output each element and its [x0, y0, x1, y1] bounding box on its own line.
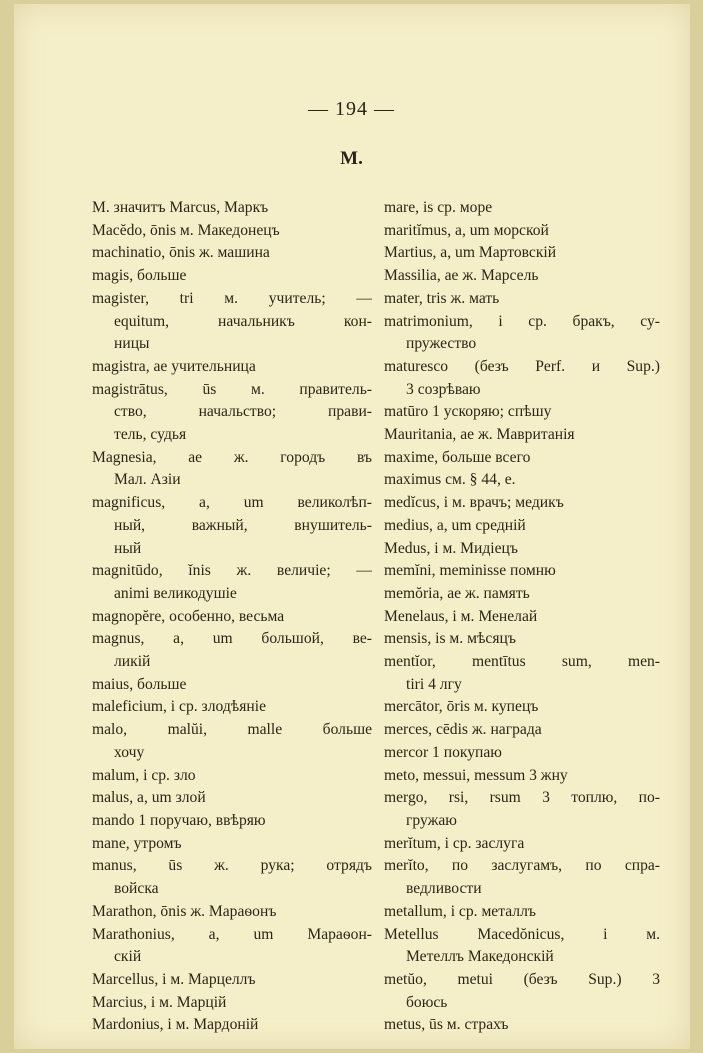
- entry-headline: mare, is ср. море: [384, 199, 493, 216]
- dictionary-entry: [384, 197, 660, 220]
- entry-headline: maritĭmus, a, um морской: [384, 221, 549, 239]
- entry-headline: metŭo, metui (безъ Sup.) 3: [384, 970, 660, 988]
- dictionary-entry: [92, 288, 372, 356]
- entry-continuation: 3 созрѣваю: [406, 380, 481, 398]
- entry-continuation: Мал. Азіи: [114, 471, 181, 489]
- entry-headline: maturesco (безъ Perf. и Sup.): [384, 357, 660, 375]
- dictionary-entry: [384, 924, 660, 969]
- dictionary-entry: [92, 197, 372, 220]
- dictionary-entry: [92, 787, 372, 810]
- entry-continuation: скій: [114, 948, 142, 966]
- dictionary-entry: [384, 220, 660, 243]
- entry-headline: magister, tri м. учитель; —: [92, 289, 372, 307]
- right-column: [384, 197, 660, 1037]
- entry-continuation: ный, важный, внушитель-: [114, 516, 372, 534]
- dictionary-entry: [92, 810, 372, 833]
- dictionary-entry: [384, 696, 660, 719]
- dictionary-entry: [384, 719, 660, 742]
- dictionary-entry: [92, 696, 372, 719]
- entry-headline: magistrātus, ūs м. правитель-: [92, 380, 372, 398]
- entry-continuation: тель, судья: [114, 426, 187, 444]
- entry-headline: magnus, a, um большой, ве-: [92, 630, 372, 648]
- entry-headline: malum, i ср. зло: [92, 766, 196, 784]
- dictionary-entry: [384, 787, 660, 832]
- entry-headline: matrimonium, i ср. бракъ, су-: [384, 312, 660, 330]
- dictionary-entry: [92, 901, 372, 924]
- dictionary-entry: [384, 265, 660, 288]
- entry-headline: mentĭor, mentītus sum, men-: [384, 653, 660, 671]
- entry-headline: mergo, rsi, rsum 3 топлю, по-: [384, 789, 660, 807]
- dictionary-entry: [384, 447, 660, 470]
- dictionary-entry: [384, 855, 660, 900]
- dictionary-entry: [92, 628, 372, 673]
- entry-headline: maius, больше: [92, 675, 187, 693]
- dictionary-entry: [92, 606, 372, 629]
- entry-headline: merces, cēdis ж. награда: [384, 721, 542, 739]
- dictionary-entry: [384, 969, 660, 1014]
- dictionary-entry: [384, 628, 660, 651]
- dictionary-entry: [92, 242, 372, 265]
- dictionary-entry: [92, 560, 372, 605]
- entry-headline: Marcellus, i м. Марцеллъ: [92, 970, 256, 988]
- dictionary-entry: [92, 833, 372, 856]
- page-number: — 194 —: [308, 98, 395, 120]
- entry-continuation: ство, начальство; прави-: [114, 403, 372, 421]
- entry-continuation: tiri 4 лгу: [406, 675, 462, 693]
- entry-headline: meto, messui, messum 3 жну: [384, 766, 568, 784]
- dictionary-entry: [384, 469, 660, 492]
- dictionary-entry: [92, 220, 372, 243]
- entry-headline: memŏria, ae ж. память: [384, 584, 530, 602]
- dictionary-entry: [384, 538, 660, 561]
- dictionary-entry: [384, 560, 660, 583]
- entry-headline: Menelaus, i м. Менелай: [384, 607, 538, 625]
- dictionary-entry: [384, 515, 660, 538]
- entry-headline: malo, malŭi, malle больше: [92, 721, 372, 739]
- entry-continuation: equitum, начальникъ кон-: [114, 312, 372, 330]
- entry-headline: manus, ūs ж. рука; отрядъ: [92, 857, 372, 875]
- entry-continuation: ный: [114, 539, 142, 557]
- entry-headline: memĭni, meminisse помню: [384, 562, 556, 580]
- dictionary-entry: [92, 924, 372, 969]
- dictionary-entry: [384, 401, 660, 424]
- entry-continuation: animi великодушіе: [114, 584, 237, 602]
- entry-headline: machinatio, ōnis ж. машина: [92, 244, 270, 262]
- dictionary-entry: [92, 855, 372, 900]
- entry-headline: metus, ūs м. страхъ: [384, 1016, 509, 1034]
- entry-headline: malus, a, um злой: [92, 789, 206, 807]
- dictionary-entry: [384, 833, 660, 856]
- entry-headline: magnopĕre, особенно, весьма: [92, 607, 285, 625]
- dictionary-entry: [384, 583, 660, 606]
- dictionary-entry: [92, 1014, 372, 1037]
- entry-headline: medĭcus, i м. врачъ; медикъ: [384, 494, 564, 512]
- entry-headline: mercor 1 покупаю: [384, 743, 502, 761]
- dictionary-entry: [384, 651, 660, 696]
- dictionary-entry: [384, 606, 660, 629]
- entry-headline: maxime, больше всего: [384, 448, 531, 466]
- entry-headline: Mauritania, ae ж. Мавританія: [384, 426, 575, 444]
- entry-headline: magis, больше: [92, 267, 187, 285]
- dictionary-entry: [92, 992, 372, 1015]
- entry-headline: mando 1 поручаю, ввѣряю: [92, 811, 266, 829]
- entry-continuation: ликій: [114, 653, 151, 671]
- entry-headline: medius, a, um средній: [384, 516, 526, 534]
- dictionary-entry: [92, 969, 372, 992]
- entry-headline: merĭto, по заслугамъ, по спра-: [384, 857, 660, 875]
- entry-headline: magnitūdo, ĭnis ж. величіе; —: [92, 562, 372, 580]
- entry-continuation: ницы: [114, 335, 150, 353]
- entry-continuation: боюсь: [406, 993, 448, 1011]
- entry-headline: mercātor, ōris м. купецъ: [384, 698, 539, 716]
- dictionary-entry: [384, 1014, 660, 1037]
- entry-headline: maximus см. § 44, e.: [384, 471, 516, 489]
- dictionary-entry: [92, 765, 372, 788]
- dictionary-entry: [384, 765, 660, 788]
- dictionary-entry: [384, 742, 660, 765]
- dictionary-entry: [92, 719, 372, 764]
- entry-headline: Macĕdo, ōnis м. Македонецъ: [92, 221, 280, 239]
- entry-continuation: ведливости: [406, 880, 482, 898]
- entry-continuation: гружаю: [406, 811, 457, 829]
- section-letter: M.: [340, 148, 363, 169]
- dictionary-entry: [384, 288, 660, 311]
- entry-headline: magistra, ae учительница: [92, 357, 256, 375]
- dictionary-entry: [92, 356, 372, 379]
- entry-headline: Marathonius, a, um Мараѳон-: [92, 925, 372, 943]
- dictionary-entry: [384, 492, 660, 515]
- entry-continuation: хочу: [114, 743, 145, 761]
- entry-headline: matūro 1 ускоряю; спѣшу: [384, 403, 552, 421]
- entry-headline: M. значитъ Marcus, Маркъ: [92, 199, 269, 216]
- entry-headline: Magnesia, ae ж. городъ въ: [92, 448, 372, 466]
- entry-headline: Martius, a, um Мартовскій: [384, 244, 557, 262]
- entry-headline: mane, утромъ: [92, 834, 182, 852]
- dictionary-entry: [92, 379, 372, 447]
- dictionary-entry: [384, 311, 660, 356]
- dictionary-entry: [384, 901, 660, 924]
- entry-continuation: Метеллъ Македонскій: [406, 948, 554, 966]
- entry-continuation: войска: [114, 880, 159, 898]
- entry-headline: Marcius, i м. Марцій: [92, 993, 227, 1011]
- entry-headline: Marathon, ōnis ж. Мараѳонъ: [92, 902, 277, 920]
- dictionary-entry: [384, 356, 660, 401]
- entry-headline: magnificus, a, um великолѣп-: [92, 494, 372, 512]
- left-column: [92, 197, 372, 1037]
- dictionary-entry: [92, 265, 372, 288]
- entry-headline: maleficium, i ср. злодѣяніе: [92, 698, 267, 716]
- dictionary-entry: [384, 424, 660, 447]
- entry-headline: Medus, i м. Мидіецъ: [384, 539, 518, 557]
- entry-headline: merĭtum, i ср. заслуга: [384, 834, 525, 852]
- entry-headline: Massilia, ae ж. Марсель: [384, 267, 539, 285]
- entry-headline: Metellus Macedŏnicus, i м.: [384, 925, 660, 943]
- entry-continuation: пружество: [406, 335, 477, 353]
- entry-headline: metallum, i ср. металлъ: [384, 902, 536, 920]
- entry-headline: Mardonius, i м. Мардоній: [92, 1016, 259, 1034]
- entry-headline: mensis, is м. мѣсяцъ: [384, 630, 516, 648]
- dictionary-entry: [92, 674, 372, 697]
- dictionary-entry: [384, 242, 660, 265]
- dictionary-entry: [92, 447, 372, 492]
- dictionary-entry: [92, 492, 372, 560]
- entry-headline: mater, tris ж. мать: [384, 289, 500, 307]
